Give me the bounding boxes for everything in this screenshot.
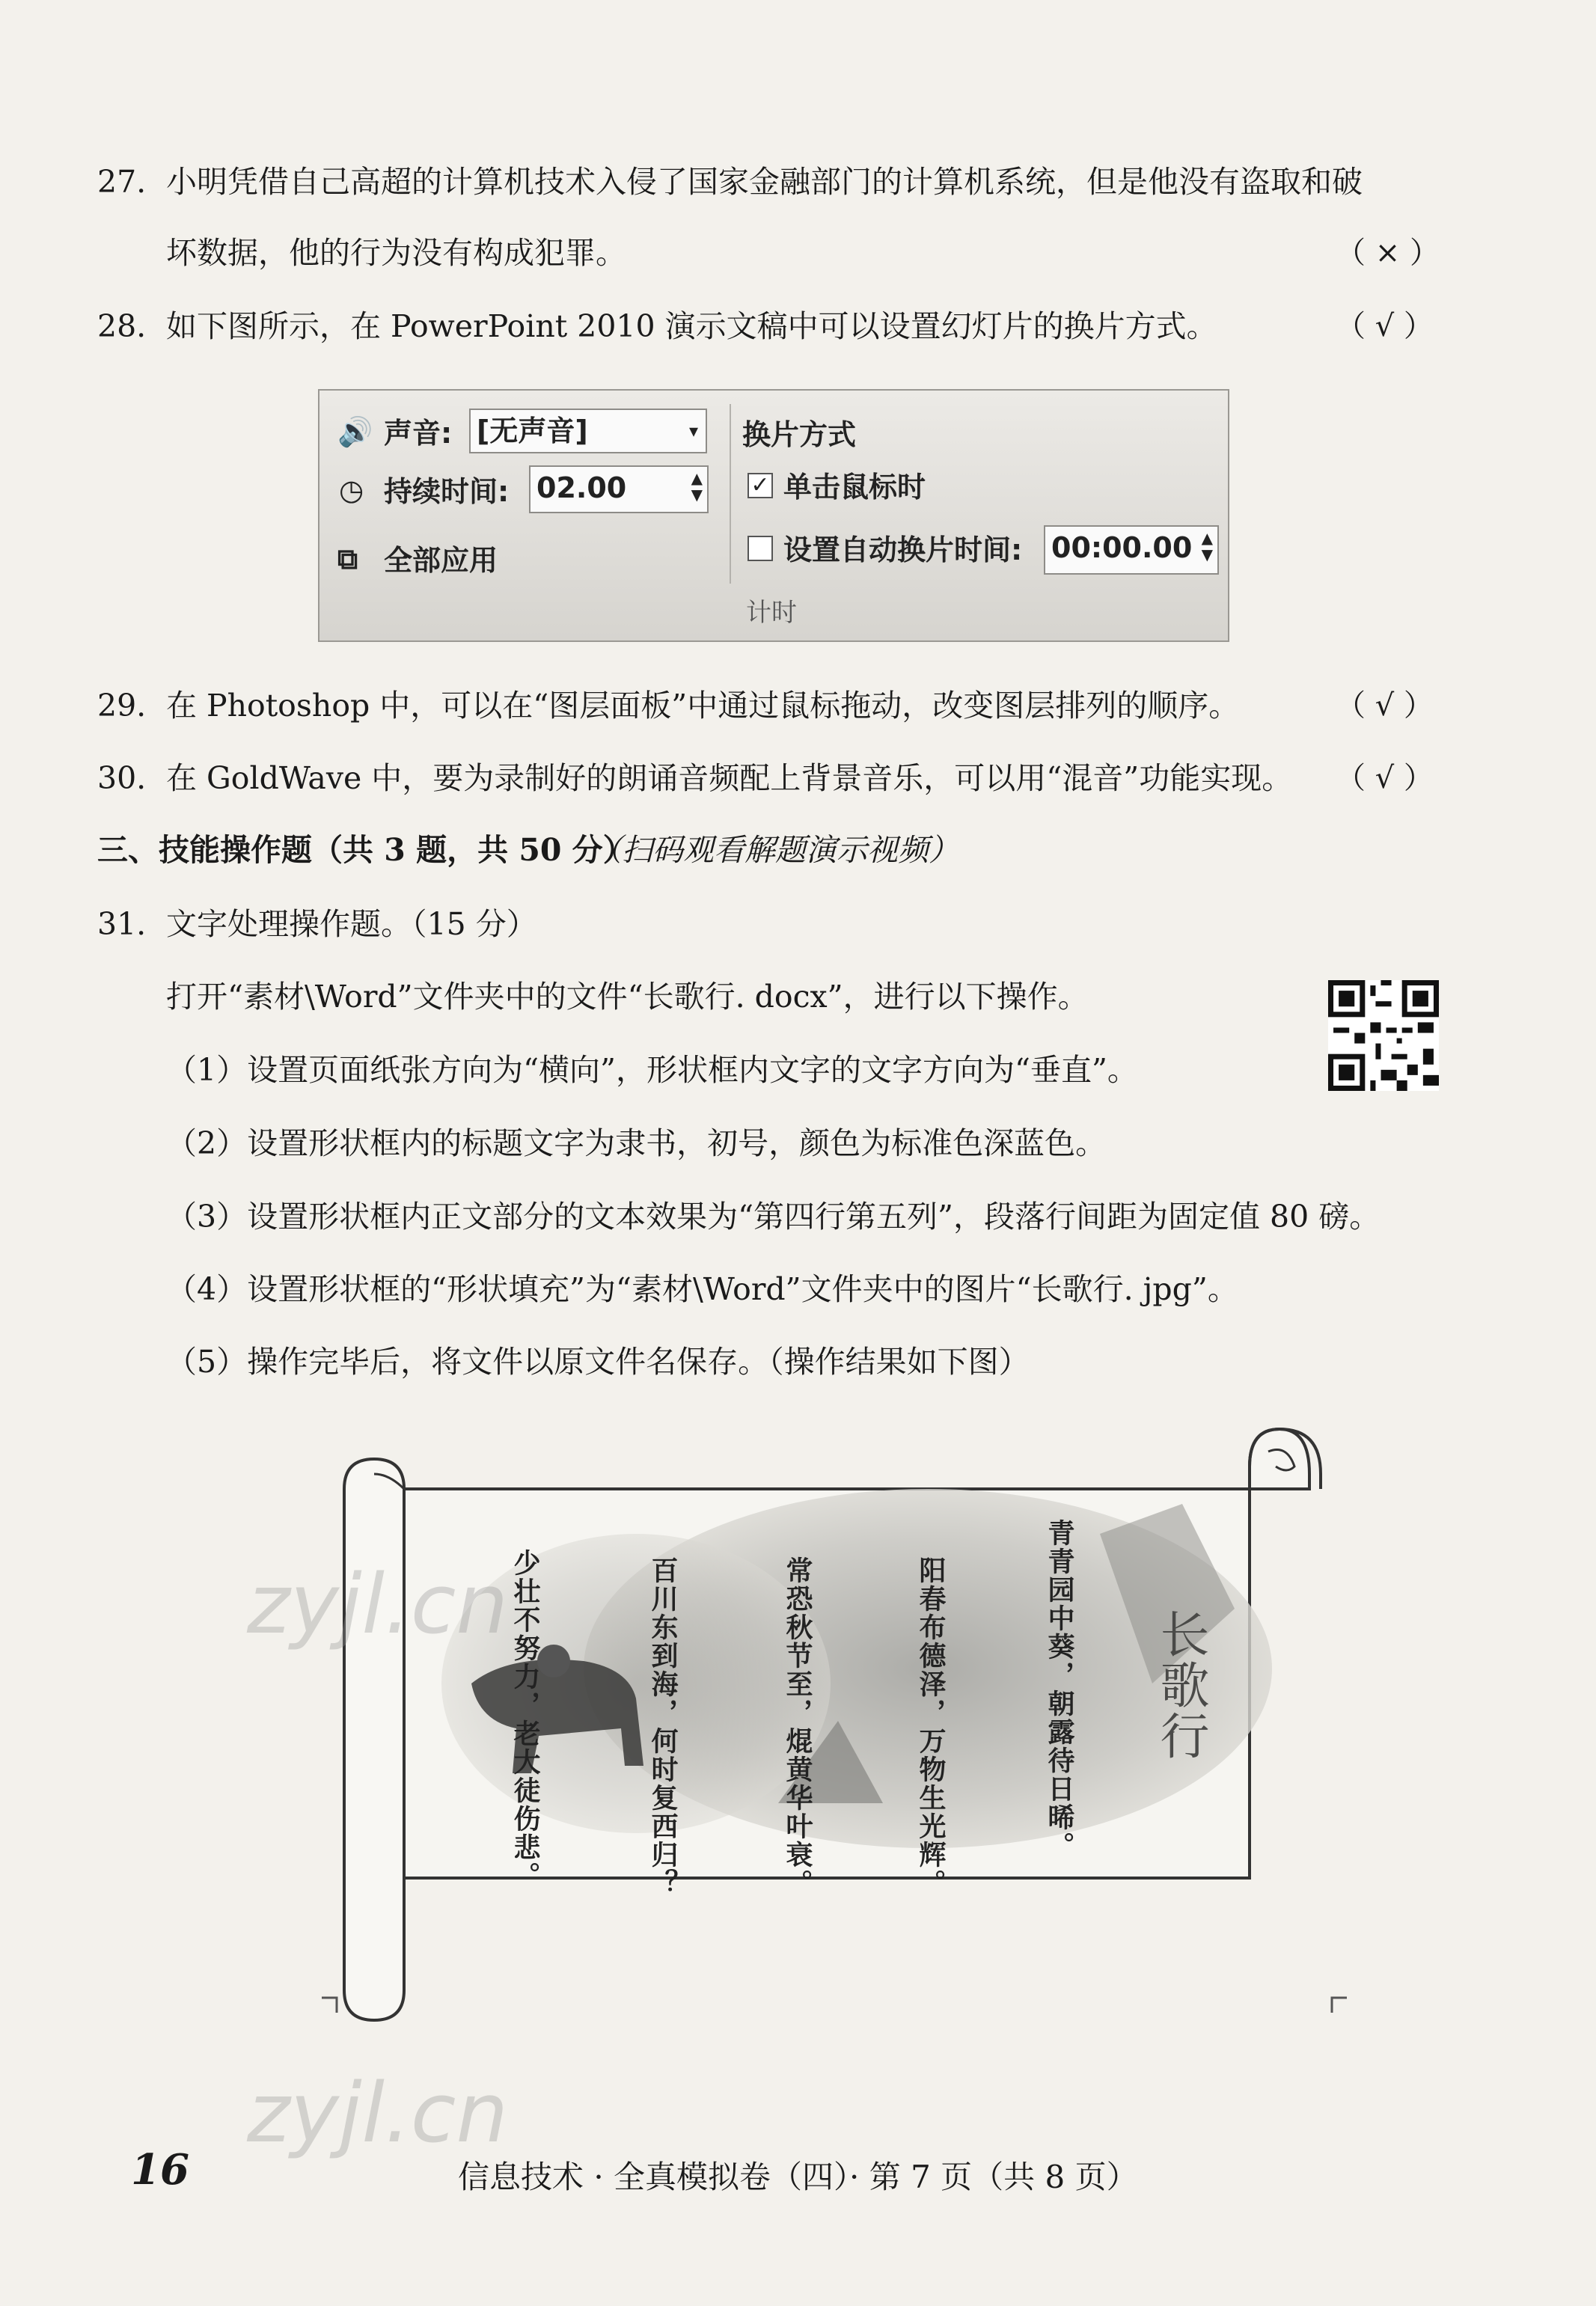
q31-intro: 打开“素材\Word”文件夹中的文件“长歌行. docx”，进行以下操作。 [166, 979, 1089, 1015]
q27-text-line1: 小明凭借自己高超的计算机技术入侵了国家金融部门的计算机系统，但是他没有盗取和破 [166, 164, 1363, 200]
duration-spinner[interactable] [529, 465, 709, 513]
q28-answer: （ √ ） [1336, 309, 1434, 343]
poem-line: 百川东到海，何时复西归？ [647, 1556, 678, 1897]
q31-step: （1）设置页面纸张方向为“横向”，形状框内文字的文字方向为“垂直”。 [166, 1052, 1138, 1088]
on-click-checkbox[interactable]: ✓ [747, 473, 773, 498]
section3-title: 三、技能操作题（共 3 题，共 50 分） [97, 832, 634, 868]
group-divider [730, 404, 731, 584]
sound-select[interactable] [469, 409, 707, 453]
q27-text-line2: 坏数据，他的行为没有构成犯罪。 [166, 235, 626, 271]
advance-slide-title: 换片方式 [742, 418, 857, 451]
sound-icon: 🔊 [337, 415, 373, 448]
section3-hint: （扫码观看解题演示视频） [591, 832, 959, 868]
q31-step: （3）设置形状框内正文部分的文本效果为“第四行第五列”，段落行间距为固定值 80 磅。 [166, 1199, 1381, 1235]
spinner-arrows-icon: ▲ ▼ [691, 469, 703, 504]
q27-number: 27. [97, 164, 147, 200]
powerpoint-timing-ribbon [318, 389, 1229, 642]
q31-title: 文字处理操作题。（15 分） [166, 906, 537, 942]
timing-group-label: 计时 [746, 598, 797, 628]
auto-advance-spinner[interactable] [1044, 525, 1219, 575]
q29-number: 29. [97, 688, 147, 724]
auto-advance-value: 00:00.00 [1051, 531, 1193, 564]
q29-answer: （ √ ） [1336, 688, 1434, 723]
on-click-label: 单击鼠标时 [783, 471, 926, 504]
q31-number: 31. [97, 906, 147, 942]
q31-step: （2）设置形状框内的标题文字为隶书，初号，颜色为标准色深蓝色。 [166, 1125, 1107, 1161]
q30-answer: （ √ ） [1336, 761, 1434, 795]
sound-select-value: [无声音] [477, 415, 588, 447]
q30-number: 30. [97, 760, 147, 796]
q31-step: （4）设置形状框的“形状填充”为“素材\Word”文件夹中的图片“长歌行. jpg”。 [166, 1271, 1238, 1307]
poem-title: 长歌行 [1152, 1609, 1209, 1761]
spinner-arrows-icon: ▲ ▼ [1201, 529, 1213, 563]
poem-line: 青青园中葵，朝露待日晞。 [1044, 1519, 1074, 1860]
duration-label: 持续时间: [384, 475, 510, 508]
apply-all-icon: ⧉ [337, 542, 358, 575]
page-footer: 信息技术 · 全真模拟卷（四）· 第 7 页（共 8 页） [458, 2159, 1138, 2195]
page-number: 16 [131, 2145, 189, 2195]
watermark: zyjl.cn [247, 1556, 509, 1652]
q28-number: 28. [97, 308, 147, 344]
sound-label: 声音: [384, 417, 453, 450]
q29-text: 在 Photoshop 中，可以在“图层面板”中通过鼠标拖动，改变图层排列的顺序。 [166, 688, 1240, 724]
qr-code-icon[interactable] [1328, 980, 1439, 1091]
poem-line: 常恐秋节至，焜黄华叶衰。 [782, 1556, 813, 1897]
poem-line: 少壮不努力，老大徒伤悲。 [510, 1549, 540, 1890]
auto-advance-checkbox[interactable] [747, 536, 773, 561]
watermark: zyjl.cn [247, 2065, 509, 2161]
apply-all-button[interactable]: 全部应用 [384, 544, 498, 577]
duration-value: 02.00 [536, 471, 627, 504]
q30-text: 在 GoldWave 中，要为录制好的朗诵音频配上背景音乐，可以用“混音”功能实现。 [166, 760, 1293, 796]
clock-icon: ◷ [339, 474, 364, 507]
q31-step: （5）操作完毕后，将文件以原文件名保存。（操作结果如下图） [166, 1344, 1030, 1380]
q28-text: 如下图所示，在 PowerPoint 2010 演示文稿中可以设置幻灯片的换片方式。 [166, 308, 1217, 344]
poem-line: 阳春布德泽，万物生光辉。 [915, 1556, 946, 1897]
q27-answer: （ × ） [1336, 236, 1440, 270]
chevron-down-icon: ▾ [688, 420, 698, 441]
auto-advance-label: 设置自动换片时间: [783, 533, 1023, 566]
